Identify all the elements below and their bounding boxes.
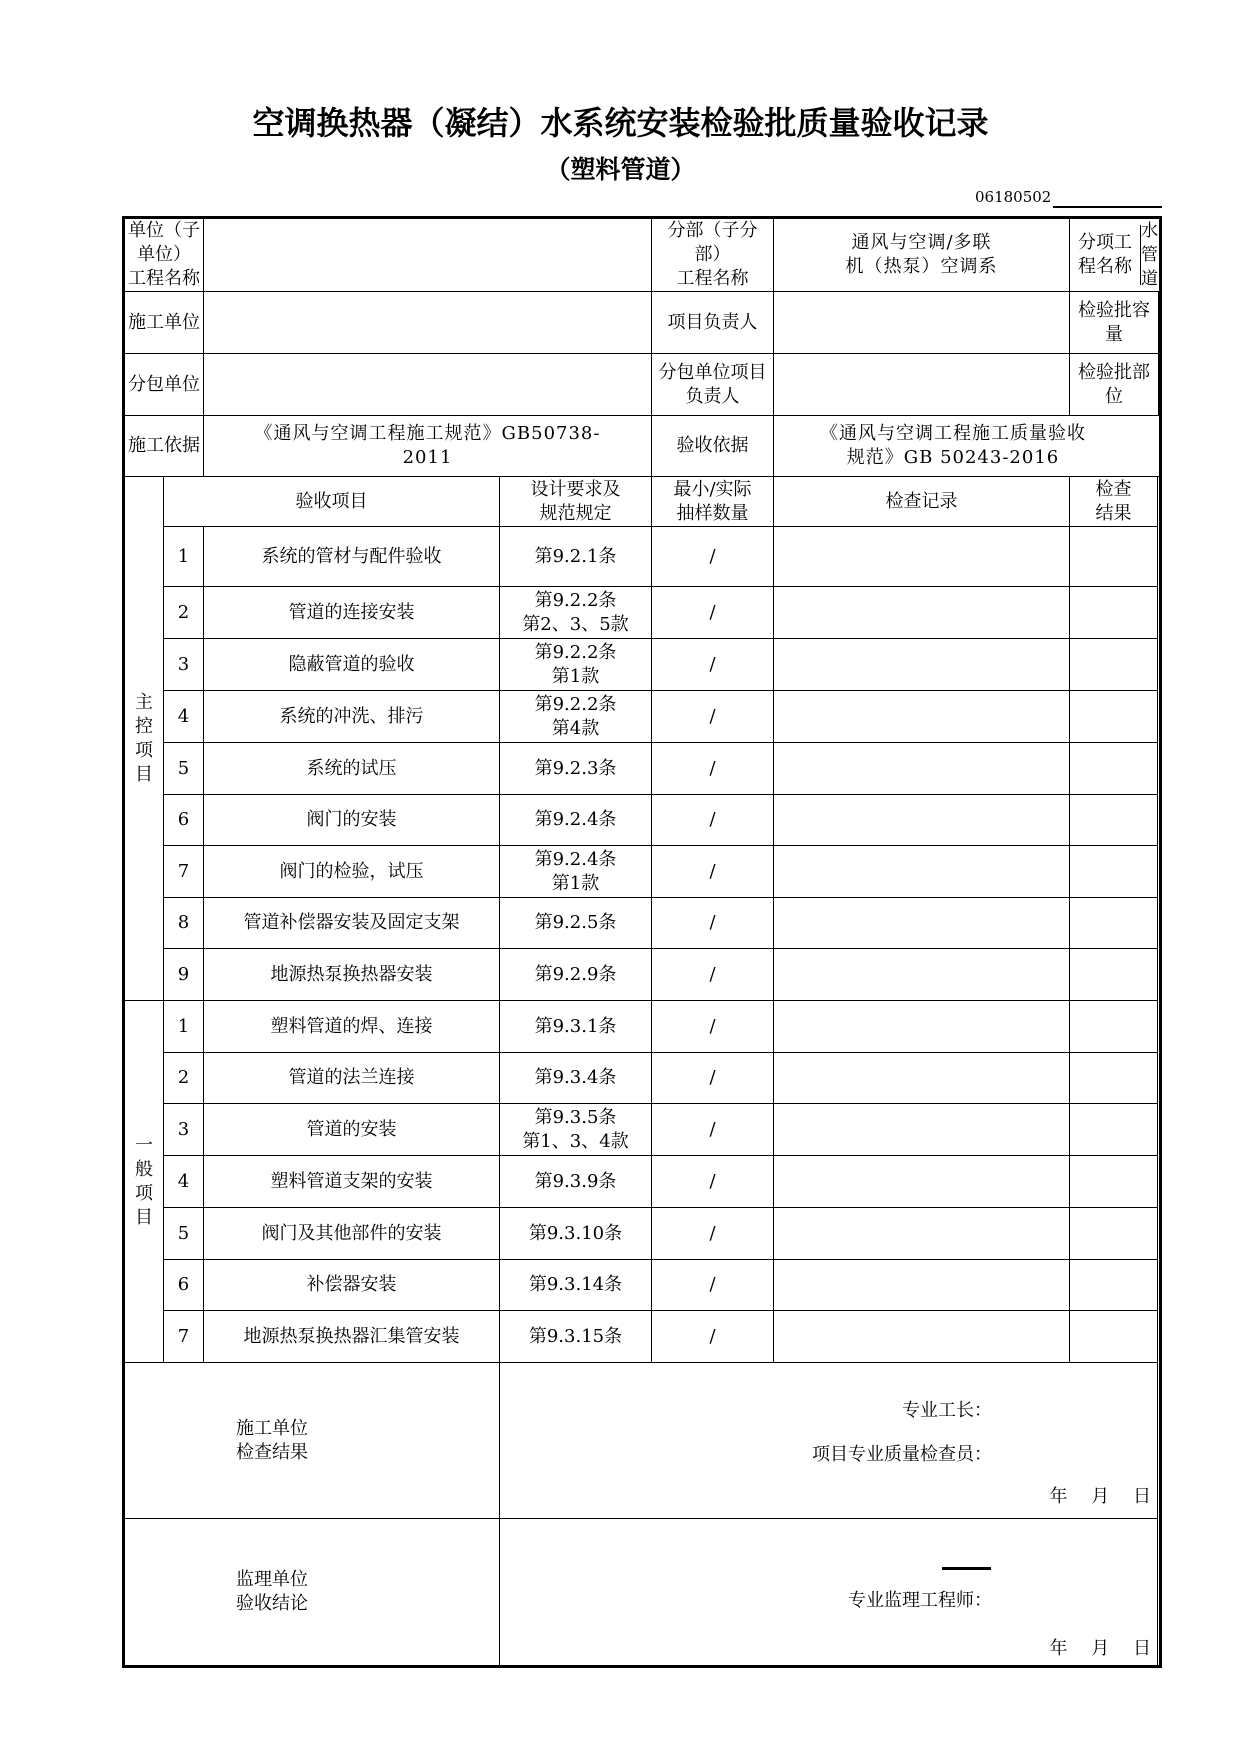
unit-label: 单位（子单位） 工程名称 [124,218,204,292]
item-number: 7 [164,846,204,898]
header-row-1 [124,218,1161,292]
col-header-sample: 最小/实际 抽样数量 [652,477,774,527]
item-result-cell[interactable] [1070,743,1158,795]
item-result-cell[interactable] [1070,1053,1158,1104]
item-number: 5 [164,1208,204,1260]
contractor-check-area[interactable] [500,1363,1158,1519]
item-record-cell[interactable] [774,587,1070,639]
item-requirement: 第9.2.4条 [500,795,652,846]
subitem-value[interactable]: 水管道 [1141,221,1159,289]
item-number: 3 [164,1104,204,1156]
item-name: 管道的连接安装 [204,587,500,639]
supervisor-check-label: 监理单位 验收结论 [124,1519,500,1667]
item-sample: / [652,1156,774,1208]
item-sample: / [652,691,774,743]
col-header-requirement: 设计要求及 规范规定 [500,477,652,527]
inspection-form-table [122,216,1162,1668]
table-row [124,1104,1161,1156]
item-sample: / [652,639,774,691]
item-record-cell[interactable] [774,1208,1070,1260]
item-result-cell[interactable] [1070,846,1158,898]
item-name: 塑料管道的焊、连接 [204,1001,500,1053]
header-row-2 [124,292,1161,354]
item-requirement: 第9.2.2条 第1款 [500,639,652,691]
item-requirement: 第9.2.9条 [500,949,652,1001]
subcontractor-value[interactable] [204,354,652,416]
item-record-cell[interactable] [774,743,1070,795]
supervisor-check-area[interactable] [500,1519,1158,1667]
item-name: 阀门的安装 [204,795,500,846]
pm-value[interactable] [774,292,1070,354]
item-requirement: 第9.3.1条 [500,1001,652,1053]
item-record-cell[interactable] [774,1053,1070,1104]
page-title: 空调换热器（凝结）水系统安装检验批质量验收记录 [252,104,989,142]
item-result-cell[interactable] [1070,1260,1158,1311]
item-name: 管道的法兰连接 [204,1053,500,1104]
contractor-value[interactable] [204,292,652,354]
item-sample: / [652,898,774,949]
item-record-cell[interactable] [774,1311,1070,1363]
acceptance-basis-value: 《通风与空调工程施工质量验收 规范》GB 50243-2016 [774,416,1161,477]
item-record-cell[interactable] [774,1260,1070,1311]
table-row [124,1311,1161,1363]
subitem-cell [1070,218,1161,292]
item-result-cell[interactable] [1070,527,1158,587]
item-record-cell[interactable] [774,795,1070,846]
item-result-cell[interactable] [1070,1156,1158,1208]
item-requirement: 第9.3.9条 [500,1156,652,1208]
item-requirement: 第9.2.2条 第2、3、5款 [500,587,652,639]
item-name: 阀门及其他部件的安装 [204,1208,500,1260]
engineer-label: 专业监理工程师： [848,1590,992,1611]
item-requirement: 第9.3.14条 [500,1260,652,1311]
item-number: 4 [164,1156,204,1208]
item-result-cell[interactable] [1070,587,1158,639]
item-number: 2 [164,1053,204,1104]
item-number: 2 [164,587,204,639]
item-record-cell[interactable] [774,639,1070,691]
subcontractor-label: 分包单位 [124,354,204,416]
capacity-label: 检验批容量 [1070,292,1159,353]
item-number: 1 [164,527,204,587]
sub-pm-value[interactable] [774,354,1070,416]
table-row [124,1260,1161,1311]
item-record-cell[interactable] [774,898,1070,949]
header-row-3 [124,354,1161,416]
acceptance-basis-label: 验收依据 [652,416,774,477]
item-sample: / [652,743,774,795]
table-row [124,639,1161,691]
table-row [124,1053,1161,1104]
item-result-cell[interactable] [1070,1311,1158,1363]
item-result-cell[interactable] [1070,1104,1158,1156]
table-row [124,743,1161,795]
item-name: 隐蔽管道的验收 [204,639,500,691]
item-record-cell[interactable] [774,527,1070,587]
item-sample: / [652,1001,774,1053]
basis-value: 《通风与空调工程施工规范》GB50738- 2011 [204,416,652,477]
sub-pm-label: 分包单位项目 负责人 [652,354,774,416]
item-sample: / [652,795,774,846]
item-number: 4 [164,691,204,743]
table-row [124,691,1161,743]
contractor-check-label: 施工单位 检查结果 [124,1363,500,1519]
contractor-date: 年 月 日 [1049,1486,1151,1507]
item-number: 6 [164,795,204,846]
item-result-cell[interactable] [1070,949,1158,1001]
item-name: 地源热泵换热器安装 [204,949,500,1001]
item-record-cell[interactable] [774,846,1070,898]
supervisor-check-row [124,1519,1161,1667]
col-header-item: 验收项目 [164,477,500,527]
item-sample: / [652,1208,774,1260]
item-requirement: 第9.2.5条 [500,898,652,949]
item-sample: / [652,1104,774,1156]
basis-label: 施工依据 [124,416,204,477]
item-record-cell[interactable] [774,1104,1070,1156]
item-number: 6 [164,1260,204,1311]
subitem-label: 分项工程名称 [1070,225,1141,285]
item-name: 管道的安装 [204,1104,500,1156]
item-result-cell[interactable] [1070,691,1158,743]
column-header-row [124,477,1161,527]
general-group-label: 一 般 项 目 [124,1001,164,1363]
item-requirement: 第9.2.3条 [500,743,652,795]
inspector-label: 项目专业质量检查员： [812,1444,992,1465]
main-group-label: 主 控 项 目 [124,477,164,1001]
contractor-label: 施工单位 [124,292,204,354]
item-result-cell[interactable] [1070,795,1158,846]
signature-dash [942,1567,991,1570]
item-name: 塑料管道支架的安装 [204,1156,500,1208]
foreman-label: 专业工长： [902,1400,992,1421]
item-record-cell[interactable] [774,1001,1070,1053]
item-sample: / [652,846,774,898]
table-row [124,527,1161,587]
item-sample: / [652,1053,774,1104]
header-row-4 [124,416,1161,477]
division-value[interactable]: 通风与空调/多联 机（热泵）空调系 [774,218,1070,292]
item-name: 系统的冲洗、排污 [204,691,500,743]
item-requirement: 第9.3.4条 [500,1053,652,1104]
item-result-cell[interactable] [1070,1208,1158,1260]
page-subtitle: （塑料管道） [545,155,696,184]
item-requirement: 第9.3.10条 [500,1208,652,1260]
item-sample: / [652,949,774,1001]
table-row [124,1208,1161,1260]
location-cell [1070,354,1161,416]
item-name: 系统的管材与配件验收 [204,527,500,587]
item-name: 管道补偿器安装及固定支架 [204,898,500,949]
table-row [124,587,1161,639]
col-header-record: 检查记录 [774,477,1070,527]
item-result-cell[interactable] [1070,898,1158,949]
item-name: 地源热泵换热器汇集管安装 [204,1311,500,1363]
item-name: 阀门的检验，试压 [204,846,500,898]
capacity-cell [1070,292,1161,354]
table-row [124,1001,1161,1053]
item-record-cell[interactable] [774,1156,1070,1208]
item-sample: / [652,587,774,639]
item-requirement: 第9.2.1条 [500,527,652,587]
item-number: 9 [164,949,204,1001]
contractor-check-row [124,1363,1161,1519]
item-name: 补偿器安装 [204,1260,500,1311]
supervisor-date: 年 月 日 [1049,1638,1151,1659]
item-record-cell[interactable] [774,949,1070,1001]
location-label: 检验批部位 [1070,354,1159,415]
item-result-cell[interactable] [1070,1001,1158,1053]
item-result-cell[interactable] [1070,639,1158,691]
item-sample: / [652,527,774,587]
col-header-result: 检查 结果 [1070,477,1158,527]
item-sample: / [652,1260,774,1311]
item-number: 7 [164,1311,204,1363]
item-requirement: 第9.3.15条 [500,1311,652,1363]
item-number: 8 [164,898,204,949]
pm-label: 项目负责人 [652,292,774,354]
unit-value[interactable] [204,218,652,292]
division-label: 分部（子分部） 工程名称 [652,218,774,292]
table-row [124,795,1161,846]
item-number: 3 [164,639,204,691]
table-row [124,846,1161,898]
table-row [124,1156,1161,1208]
table-row [124,898,1161,949]
item-name: 系统的试压 [204,743,500,795]
form-code: 06180502 [975,188,1052,206]
item-sample: / [652,1311,774,1363]
item-requirement: 第9.2.4条 第1款 [500,846,652,898]
item-record-cell[interactable] [774,691,1070,743]
item-requirement: 第9.3.5条 第1、3、4款 [500,1104,652,1156]
item-number: 1 [164,1001,204,1053]
item-requirement: 第9.2.2条 第4款 [500,691,652,743]
form-code-underline [1053,206,1162,208]
item-number: 5 [164,743,204,795]
table-row [124,949,1161,1001]
